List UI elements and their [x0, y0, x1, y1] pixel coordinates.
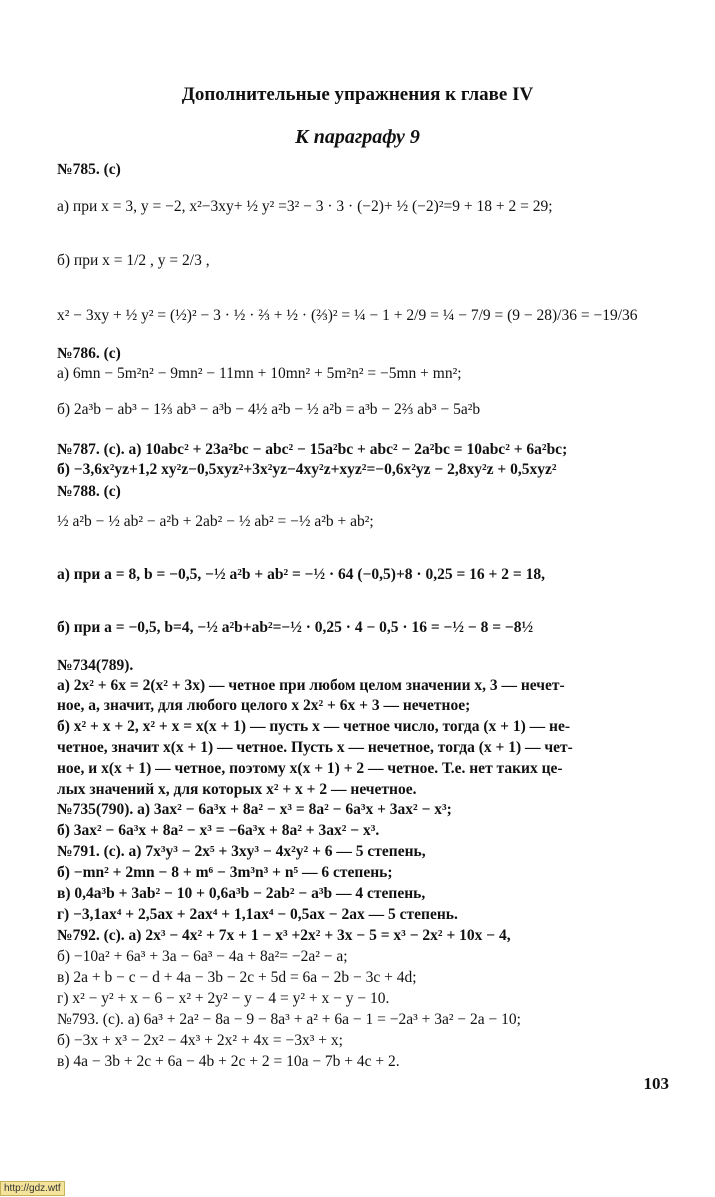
exercise-792-c: в) 2a + b − c − d + 4a − 3b − 2c + 5d = 6a − 2b − 3c + 4d; [57, 969, 417, 986]
exercise-785-b: б) при x = 1/2 , y = 2/3 , [57, 252, 210, 269]
exercise-793-c: в) 4a − 3b + 2c + 6a − 4b + 2c + 2 = 10a − 7b + 4c + 2. [57, 1053, 400, 1070]
chapter-title: Дополнительные упражнения к главе IV [181, 84, 534, 105]
exercise-793-b: б) −3x + x³ − 2x² − 4x³ + 2x² + 4x = −3x³ + x; [57, 1032, 343, 1049]
exercise-789-b-4: лых значений x, для которых x² + x + 2 — нечетное. [57, 781, 417, 798]
watermark-link[interactable]: http://gdz.wtf [0, 1181, 65, 1196]
exercise-789-a-1: а) 2x² + 6x = 2(x² + 3x) — четное при любом целом значении x, 3 — нечет- [57, 677, 565, 694]
exercise-788-b: б) при a = −0,5, b=4, −½ a²b+ab²=−½ · 0,25 · 4 − 0,5 · 16 = −½ − 8 = −8½ [57, 619, 534, 636]
exercise-789-a-2: ное, а, значит, для любого целого x 2x² + 6x + 3 — нечетное; [57, 697, 471, 714]
exercise-792-b: б) −10a² + 6a³ + 3a − 6a³ − 4a + 8a²= −2a² − a; [57, 948, 348, 965]
exercise-791-d: г) −3,1ax⁴ + 2,5ax + 2ax⁴ + 1,1ax⁴ − 0,5ax − 2ax — 5 степень. [57, 906, 458, 923]
exercise-789-b-3: ное, и x(x + 1) — четное, поэтому x(x + 1) + 2 — четное. Т.е. нет таких це- [57, 760, 563, 777]
exercise-786-header: №786. (с) [57, 345, 121, 362]
exercise-788-a: а) при a = 8, b = −0,5, −½ a²b + ab² = −½ · 64 (−0,5)+8 · 0,25 = 16 + 2 = 18, [57, 566, 545, 583]
exercise-785-a: а) при x = 3, y = −2, x²−3xy+ ½ y² =3² − 3 · 3 · (−2)+ ½ (−2)²=9 + 18 + 2 = 29; [57, 198, 553, 215]
exercise-791-c: в) 0,4a³b + 3ab² − 10 + 0,6a³b − 2ab² − a³b — 4 степень, [57, 885, 426, 902]
exercise-786-b: б) 2a³b − ab³ − 1⅔ ab³ − a³b − 4½ a²b − ½ a²b = a³b − 2⅔ ab³ − 5a²b [57, 401, 481, 418]
exercise-789-header: №734(789). [57, 657, 134, 674]
exercise-787-b: б) −3,6x²yz+1,2 xy²z−0,5xyz²+3x²yz−4xy²z+xyz²=−0,6x²yz − 2,8xy²z + 0,5xyz² [57, 461, 557, 478]
exercise-792-a: №792. (с). а) 2x³ − 4x² + 7x + 1 − x³ +2x² + 3x − 5 = x³ − 2x² + 10x − 4, [57, 927, 511, 944]
exercise-788-header: №788. (с) [57, 483, 121, 500]
exercise-788-expr: ½ a²b − ½ ab² − a²b + 2ab² − ½ ab² = −½ a²b + ab²; [57, 513, 374, 530]
section-title: К параграфу 9 [295, 126, 420, 148]
exercise-792-d: г) x² − y² + x − 6 − x² + 2y² − y − 4 = y² + x − y − 10. [57, 990, 390, 1007]
exercise-790-b: б) 3ax² − 6a³x + 8a² − x³ = −6a³x + 8a² + 3ax² − x³. [57, 822, 380, 839]
exercise-785-b-calc: x² − 3xy + ½ y² = (½)² − 3 · ½ · ⅔ + ½ · (⅔)² = ¼ − 1 + 2/9 = ¼ − 7/9 = (9 − 28)/36 = −19/36 [57, 307, 638, 324]
exercise-785-header: №785. (с) [57, 161, 121, 178]
exercise-791-a: №791. (с). а) 7x³y³ − 2x⁵ + 3xy³ − 4x²y² + 6 — 5 степень, [57, 843, 426, 860]
page-number: 103 [643, 1074, 669, 1093]
exercise-789-b-1: б) x² + x + 2, x² + x = x(x + 1) — пусть x — четное число, тогда (x + 1) — не- [57, 718, 571, 735]
exercise-786-a: а) 6mn − 5m²n² − 9mn² − 11mn + 10mn² + 5m²n² = −5mn + mn²; [57, 365, 462, 382]
exercise-790-a: №735(790). а) 3ax² − 6a³x + 8a² − x³ = 8a² − 6a³x + 3ax² − x³; [57, 801, 452, 818]
exercise-791-b: б) −mn² + 2mn − 8 + m⁶ − 3m³n³ + n⁵ — 6 степень; [57, 864, 393, 881]
exercise-787-a: №787. (с). а) 10abc² + 23a²bc − abc² − 15a²bc + abc² − 2a²bc = 10abc² + 6a²bc; [57, 441, 568, 458]
exercise-789-b-2: четное, значит x(x + 1) — четное. Пусть x — нечетное, тогда (x + 1) — чет- [57, 739, 573, 756]
exercise-793-a: №793. (с). а) 6a³ + 2a² − 8a − 9 − 8a³ + a² + 6a − 1 = −2a³ + 3a² − 2a − 10; [57, 1011, 521, 1028]
